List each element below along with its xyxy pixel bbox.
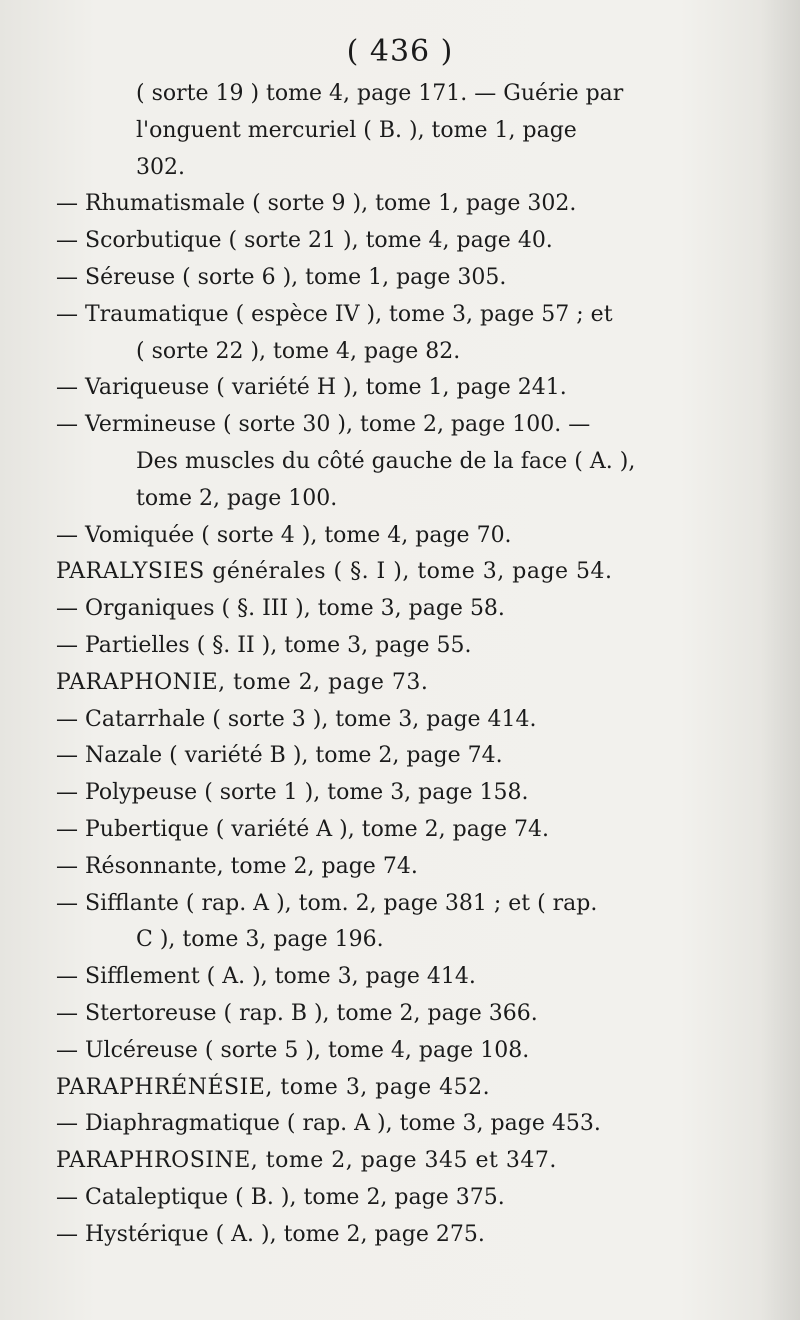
index-line: — Vomiquée ( sorte 4 ), tome 4, page 70.	[56, 522, 512, 548]
index-line: — Catarrhale ( sorte 3 ), tome 3, page 414.	[56, 706, 537, 732]
index-line: — Résonnante, tome 2, page 74.	[56, 853, 418, 879]
index-line: Des muscles du côté gauche de la face ( A. ),	[136, 448, 636, 474]
index-line: — Traumatique ( espèce IV ), tome 3, page 57 ; et	[56, 301, 613, 327]
index-line: C ), tome 3, page 196.	[136, 927, 384, 953]
index-line: — Cataleptique ( B. ), tome 2, page 375.	[56, 1184, 505, 1210]
index-heading: PARAPHONIE, tome 2, page 73.	[56, 669, 429, 695]
index-line: — Sifflement ( A. ), tome 3, page 414.	[56, 964, 476, 990]
index-line: — Stertoreuse ( rap. B ), tome 2, page 366.	[56, 1000, 538, 1026]
index-heading: PARALYSIES générales ( §. I ), tome 3, page 54.	[56, 559, 613, 585]
index-heading: PARAPHRÉNÉSIE, tome 3, page 452.	[56, 1074, 491, 1100]
index-line: — Hystérique ( A. ), tome 2, page 275.	[56, 1221, 485, 1247]
index-entries	[56, 76, 706, 1254]
page-number: ( 436 )	[346, 34, 454, 69]
index-line: — Rhumatismale ( sorte 9 ), tome 1, page 302.	[56, 191, 577, 217]
index-line: — Diaphragmatique ( rap. A ), tome 3, page 453.	[56, 1111, 601, 1137]
index-line: tome 2, page 100.	[136, 485, 338, 511]
index-line: — Variqueuse ( variété H ), tome 1, page 241.	[56, 375, 567, 401]
index-line: ( sorte 19 ) tome 4, page 171. — Guérie par	[136, 81, 624, 106]
index-line: — Séreuse ( sorte 6 ), tome 1, page 305.	[56, 264, 507, 290]
index-heading: PARAPHROSINE, tome 2, page 345 et 347.	[56, 1148, 557, 1174]
index-line: — Pubertique ( variété A ), tome 2, page 74.	[56, 816, 549, 842]
index-line: l'onguent mercuriel ( B. ), tome 1, page	[136, 117, 577, 143]
index-line: — Sifflante ( rap. A ), tom. 2, page 381 ; et ( rap.	[56, 890, 598, 916]
page-edge-shadow	[760, 0, 800, 1320]
index-line: — Polypeuse ( sorte 1 ), tome 3, page 158.	[56, 780, 529, 806]
index-line: — Organiques ( §. III ), tome 3, page 58.	[56, 596, 505, 622]
index-line: — Vermineuse ( sorte 30 ), tome 2, page 100. —	[56, 412, 591, 438]
index-line: — Ulcéreuse ( sorte 5 ), tome 4, page 108.	[56, 1037, 530, 1063]
index-line: — Partielles ( §. II ), tome 3, page 55.	[56, 632, 472, 658]
index-line: 302.	[136, 154, 185, 180]
index-line: — Scorbutique ( sorte 21 ), tome 4, page 40.	[56, 228, 553, 254]
index-line: — Nazale ( variété B ), tome 2, page 74.	[56, 743, 503, 769]
index-line: ( sorte 22 ), tome 4, page 82.	[136, 338, 461, 364]
